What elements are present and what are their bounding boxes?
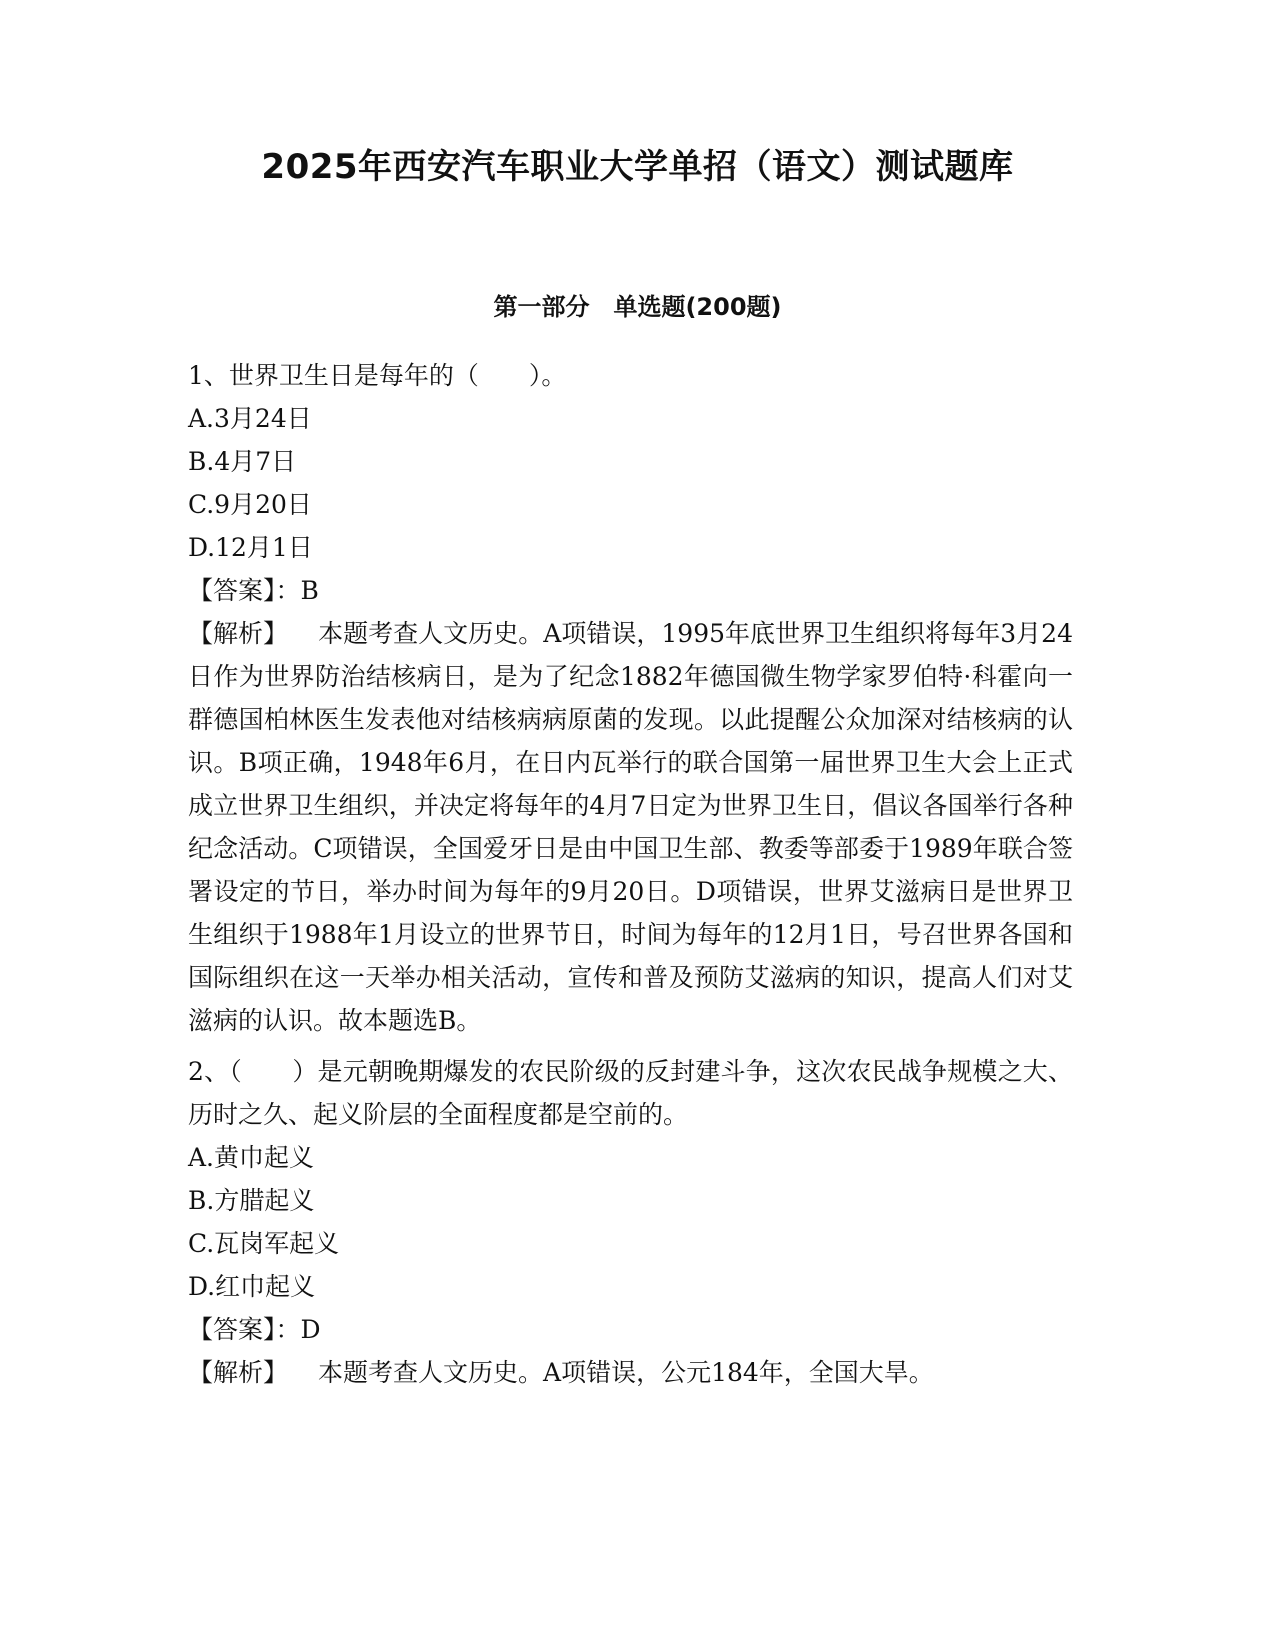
question-item: [188, 1050, 1073, 1394]
question-list: [188, 354, 1073, 1394]
explanation-label: 【解析】: [188, 619, 289, 648]
option-a: A.黄巾起义: [188, 1143, 315, 1172]
answer-line: [188, 569, 1073, 612]
answer-separator: ：: [275, 1315, 301, 1344]
answer-label: 【答案】: [188, 576, 276, 605]
option-b: B.4月7日: [188, 447, 297, 476]
answer-line: [188, 1308, 1073, 1351]
question-stem: 1、世界卫生日是每年的（ ）。: [188, 361, 567, 390]
answer-separator: ：: [275, 576, 301, 605]
explanation: [188, 612, 1073, 1042]
answer-value: D: [300, 1315, 321, 1344]
option-c: C.瓦岗军起义: [188, 1229, 340, 1258]
answer-label: 【答案】: [188, 1315, 276, 1344]
question-item: [188, 354, 1073, 1042]
explanation-text: 本题考查人文历史。A项错误，1995年底世界卫生组织将每年3月24日作为世界防治结核病日，是为了纪念1882年德国微生物学家罗伯特·科霍向一群德国柏林医生发表他对结核病病原菌的发现。以此提醒公众加深对结核病的认识。B项正确，1948年6月，在日内瓦举行的联合国第一届世界卫生大会上正式成立世界卫生组织，并决定将每年的4月7日定为世界卫生日，倡议各国举行各种纪念活动。C项错误，全国爱牙日是由中国卫生部、教委等部委于1989年联合签署设定的节日，举办时间为每年的9月20日。D项错误，世界艾滋病日是世界卫生组织于1988年1月设立的世界节日，时间为每年的12月1日，号召世界各国和国际组织在这一天举办相关活动，宣传和普及预防艾滋病的知识，提高人们对艾滋病的认识。故本题选B。: [188, 619, 1073, 1035]
option-a: A.3月24日: [188, 404, 312, 433]
section-title: 第一部分 单选题(200题): [493, 293, 782, 321]
document-title: 2025年西安汽车职业大学单招（语文）测试题库: [261, 147, 1014, 187]
explanation-text: 本题考查人文历史。A项错误，公元184年，全国大旱。: [318, 1358, 934, 1387]
answer-value: B: [300, 576, 319, 605]
option-d: D.红巾起义: [188, 1272, 316, 1301]
option-b: B.方腊起义: [188, 1186, 315, 1215]
option-c: C.9月20日: [188, 490, 312, 519]
option-d: D.12月1日: [188, 533, 313, 562]
explanation-label: 【解析】: [188, 1358, 289, 1387]
explanation: [188, 1351, 1073, 1394]
question-stem: 2、（ ）是元朝晚期爆发的农民阶级的反封建斗争，这次农民战争规模之大、历时之久、起义阶层的全面程度都是空前的。: [188, 1057, 1073, 1129]
